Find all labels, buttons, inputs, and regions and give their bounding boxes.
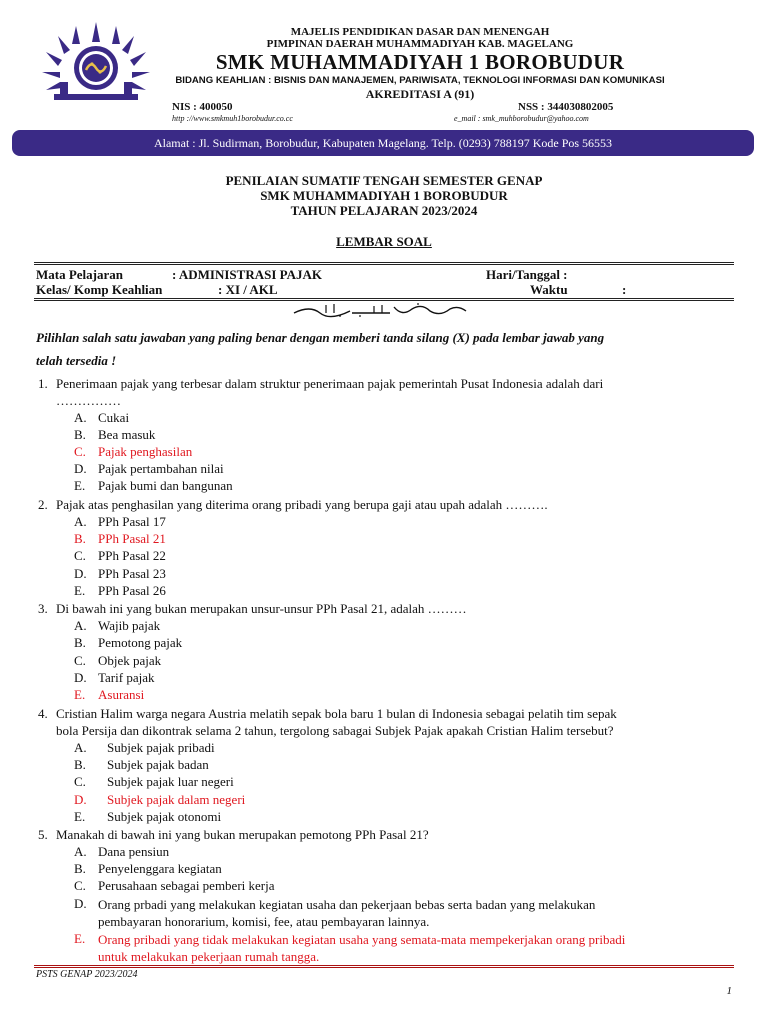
email-link[interactable]: e_mail : smk_muhborobudur@yahoo.com [454, 114, 589, 123]
subject-value: : ADMINISTRASI PAJAK [172, 267, 322, 282]
question-number: 3. [38, 601, 48, 616]
option-text-cont: untuk melakukan pekerjaan rumah tangga. [98, 949, 320, 964]
day-date-label: Hari/Tanggal : [486, 267, 568, 282]
option-text[interactable]: Bea masuk [98, 427, 156, 442]
website-link[interactable]: http ://www.smkmuh1borobudur.co.cc [172, 114, 293, 123]
option-text: Orang pribadi yang tidak melakukan kegiatan usaha yang semata-mata mempekerjakan orang pribadi [98, 932, 626, 947]
option-letter: B. [74, 635, 86, 650]
option-text-correct[interactable]: Pajak penghasilan [98, 444, 193, 459]
basmalah-calligraphy [290, 301, 470, 319]
option-text[interactable]: Pemotong pajak [98, 635, 183, 650]
option-letter: E. [74, 687, 86, 702]
divider-bottom [34, 298, 734, 299]
option-text[interactable]: Penyelenggara kegiatan [98, 861, 222, 876]
option-text[interactable]: Subjek pajak badan [107, 757, 209, 772]
option-text-multiline-correct[interactable] [98, 931, 732, 965]
question-text: Penerimaan pajak yang terbesar dalam struktur penerimaan pajak pemerintah Pusat Indonesia adalah dari [56, 376, 604, 391]
page-number: 1 [726, 985, 732, 997]
option-text-cont: pembayaran honorarium, komisi, fee, atau pembayaran lainnya. [98, 914, 430, 929]
option-text-correct[interactable]: Subjek pajak dalam negeri [107, 792, 246, 807]
instruction-line-1: Pilihlan salah satu jawaban yang paling benar dengan memberi tanda silang (X) pada lembar jawab yang [36, 330, 605, 345]
fields-of-expertise: BIDANG KEAHLIAN : BISNIS DAN MANAJEMEN, PARIWISATA, TEKNOLOGI INFORMASI DAN KOMUNIKASI [175, 75, 665, 86]
option-letter: D. [74, 566, 87, 581]
exam-year: TAHUN PELAJARAN 2023/2024 [290, 203, 478, 218]
footer-divider [34, 965, 734, 968]
question-number: 2. [38, 497, 48, 512]
question-number: 5. [38, 827, 48, 842]
option-letter: A. [74, 618, 87, 633]
option-text[interactable]: PPh Pasal 23 [98, 566, 166, 581]
option-letter: D. [74, 670, 87, 685]
class-value: : XI / AKL [218, 282, 278, 297]
option-letter: B. [74, 757, 86, 772]
question-number: 4. [38, 706, 48, 721]
option-text[interactable]: Cukai [98, 410, 130, 425]
question-3 [38, 600, 732, 617]
option-letter: D. [74, 461, 87, 476]
nss-number: NSS : 344030802005 [518, 101, 614, 113]
question-5 [38, 826, 732, 843]
sheet-title: LEMBAR SOAL [336, 234, 432, 249]
instruction-line-2: telah tersedia ! [36, 353, 117, 368]
option-text[interactable]: Dana pensiun [98, 844, 170, 859]
question-4 [38, 705, 732, 739]
option-letter: B. [74, 861, 86, 876]
option-letter: C. [74, 444, 86, 459]
option-text[interactable]: Subjek pajak otonomi [107, 809, 222, 824]
option-letter: C. [74, 653, 86, 668]
accreditation: AKREDITASI A (91) [365, 87, 475, 101]
subject-label: Mata Pelajaran [36, 267, 124, 282]
question-text-cont: bola Persija dan dikontrak selama 2 tahun, tergolong sabagai Subjek Pajak apakah Cristian Halim tersebut? [56, 723, 614, 738]
option-text[interactable]: Pajak bumi dan bangunan [98, 478, 233, 493]
option-letter: C. [74, 548, 86, 563]
exam-school: SMK MUHAMMADIYAH 1 BOROBUDUR [260, 188, 508, 203]
option-text-correct[interactable]: Asuransi [98, 687, 145, 702]
nis-number: NIS : 400050 [172, 101, 233, 113]
divider-top [34, 262, 734, 263]
option-letter: E. [74, 478, 86, 493]
time-label: Waktu [530, 282, 568, 297]
option-text[interactable]: Objek pajak [98, 653, 162, 668]
option-letter: A. [74, 514, 87, 529]
option-text[interactable]: Subjek pajak luar negeri [107, 774, 234, 789]
option-letter: C. [74, 878, 86, 893]
option-letter: D. [74, 896, 87, 911]
option-text[interactable]: Perusahaan sebagai pemberi kerja [98, 878, 275, 893]
divider-top-inner [34, 264, 734, 265]
exam-title: PENILAIAN SUMATIF TENGAH SEMESTER GENAP [225, 173, 543, 188]
option-text-multiline[interactable] [98, 896, 732, 930]
option-letter: E. [74, 931, 86, 946]
option-text[interactable]: Wajib pajak [98, 618, 161, 633]
option-letter: E. [74, 809, 86, 824]
option-letter: A. [74, 844, 87, 859]
option-text[interactable]: PPh Pasal 22 [98, 548, 166, 563]
option-text[interactable]: Subjek pajak pribadi [107, 740, 215, 755]
question-text: Cristian Halim warga negara Austria melatih sepak bola baru 1 bulan di Indonesia sebagai pelatih tim sepak [56, 706, 617, 721]
letterhead-council: MAJELIS PENDIDIKAN DASAR DAN MENENGAH [290, 26, 550, 38]
question-number: 1. [38, 376, 48, 391]
question-text-cont: …………… [56, 393, 121, 408]
option-letter: D. [74, 792, 87, 807]
address-bar: Alamat : Jl. Sudirman, Borobudur, Kabupaten Magelang. Telp. (0293) 788197 Kode Pos 56553 [12, 130, 754, 156]
option-text[interactable]: PPh Pasal 26 [98, 583, 166, 598]
question-text: Di bawah ini yang bukan merupakan unsur-unsur PPh Pasal 21, adalah ……… [56, 601, 467, 616]
option-text[interactable]: PPh Pasal 17 [98, 514, 166, 529]
footer-label: PSTS GENAP 2023/2024 [36, 969, 138, 980]
option-letter: B. [74, 531, 86, 546]
option-letter: E. [74, 583, 86, 598]
option-letter: C. [74, 774, 86, 789]
school-name: SMK MUHAMMADIYAH 1 BOROBUDUR [215, 50, 625, 74]
option-text[interactable]: Pajak pertambahan nilai [98, 461, 224, 476]
question-1 [38, 375, 732, 409]
class-label: Kelas/ Komp Keahlian [36, 282, 163, 297]
question-text: Manakah di bawah ini yang bukan merupakan pemotong PPh Pasal 21? [56, 827, 429, 842]
option-text[interactable]: Tarif pajak [98, 670, 155, 685]
question-text: Pajak atas penghasilan yang diterima orang pribadi yang berupa gaji atau upah adalah ………. [56, 497, 548, 512]
option-letter: B. [74, 427, 86, 442]
option-text: Orang prbadi yang melakukan kegiatan usaha dan pekerjaan bebas serta badan yang melakukan [98, 897, 596, 912]
option-letter: A. [74, 740, 87, 755]
option-text-correct[interactable]: PPh Pasal 21 [98, 531, 166, 546]
question-2 [38, 496, 732, 513]
time-colon: : [622, 282, 627, 297]
letterhead-leadership: PIMPINAN DAERAH MUHAMMADIYAH KAB. MAGELANG [266, 38, 574, 50]
option-letter: A. [74, 410, 87, 425]
